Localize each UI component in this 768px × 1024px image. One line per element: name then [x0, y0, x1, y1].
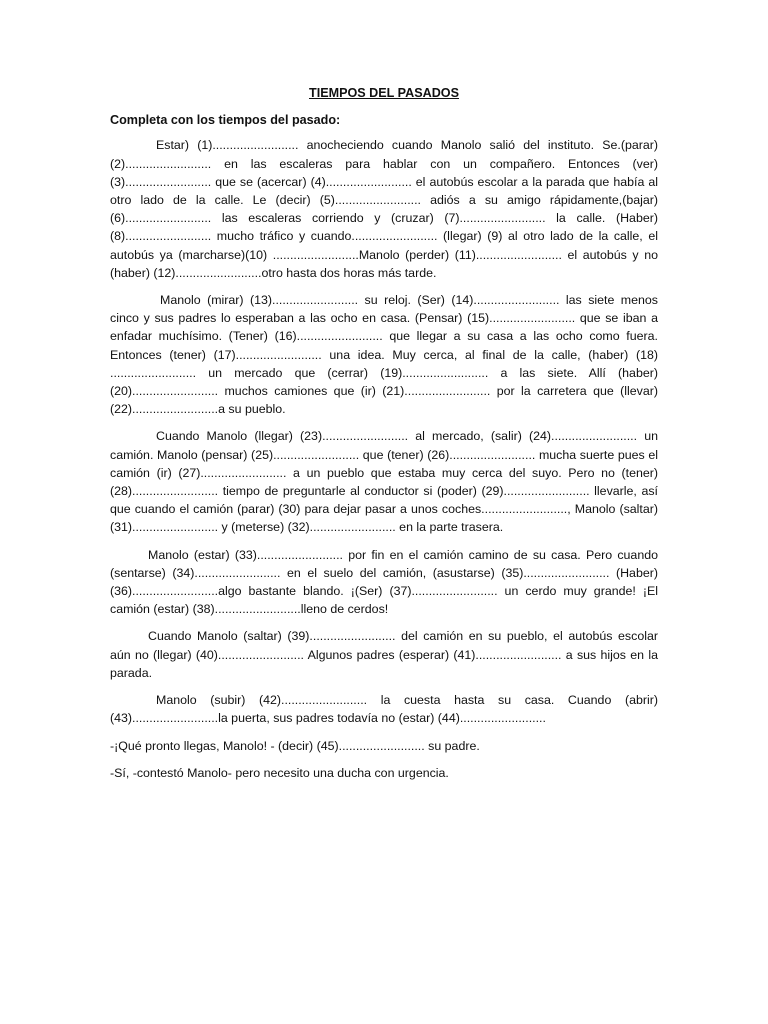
dialogue-line-1: -¡Qué pronto llegas, Manolo! - (decir) (45)......................... su padre. [110, 738, 480, 753]
exercise-paragraph-3: Cuando Manolo (llegar) (23)......................... al mercado, (salir) (24)......................... un camión. Manolo (pensar) (25)......................... que (tener) (26)......................... mucha suerte pues el camión (ir) (27)......................... a un pueblo que estaba muy cerca del suyo. Pero no (tener) (28)......................... tiempo de preguntarle al conductor si (poder) (29)......................... llevarle, así que cuando el camión (parar) (30) para dejar pasar a unos coches........................., Manolo (saltar) (31)......................... y (meterse) (32)......................... en la parte trasera. [110, 429, 658, 535]
worksheet-title: TIEMPOS DEL PASADOS [309, 86, 459, 100]
exercise-paragraph-5: Cuando Manolo (saltar) (39)......................... del camión en su pueblo, el autobús escolar aún no (llegar) (40)......................... Algunos padres (esperar) (41)......................... a sus hijos en la parada. [110, 629, 658, 680]
worksheet-instruction: Completa con los tiempos del pasado: [110, 113, 341, 128]
exercise-paragraph-4: Manolo (estar) (33)......................... por fin en el camión camino de su casa. Pero cuando (sentarse) (34)......................... en el suelo del camión, (asustarse) (35)......................... (Haber) (36).........................algo bastante blando. ¡(Ser) (37)......................... un cerdo muy grande! ¡El camión (estar) (38).........................lleno de cerdos! [110, 547, 658, 617]
dialogue-line-2: -Sí, -contestó Manolo- pero necesito una ducha con urgencia. [110, 765, 449, 780]
exercise-paragraph-6: Manolo (subir) (42)......................... la cuesta hasta su casa. Cuando (abrir) (43).........................la puerta, sus padres todavía no (estar) (44)......................... [110, 693, 658, 726]
exercise-paragraph-1: Estar) (1)......................... anocheciendo cuando Manolo salió del instituto. Se.(parar) (2)......................... en las escaleras para hablar con un compañero. Entonces (ver) (3)......................... que se (acercar) (4)......................... el autobús escolar a la parada que había al otro lado de la calle. Le (decir) (5)......................... adiós a su amigo rápidamente,(bajar) (6)......................... las escaleras corriendo y (cruzar) (7)......................... la calle. (Haber) (8)......................... mucho tráfico y cuando......................... (llegar) (9) al otro lado de la calle, el autobús ya (marcharse)(10) .........................Manolo (perder) (11)......................... el autobús y no (haber) (12).........................otro hasta dos horas más tarde. [110, 138, 658, 280]
worksheet-page [110, 84, 658, 791]
exercise-paragraph-2: Manolo (mirar) (13)......................... su reloj. (Ser) (14)......................... las siete menos cinco y sus padres lo esperaban a las ocho en casa. (Pensar) (15)......................... que se iban a enfadar muchísimo. (Tener) (16)......................... que llegar a su casa a las ocho como fuera. Entonces (tener) (17)......................... una idea. Muy cerca, al final de la calle, (haber) (18) ......................... un mercado que (cerrar) (19)......................... a las siete. Allí (haber) (20)......................... muchos camiones que (ir) (21)......................... por la carretera que (llevar) (22).........................a su pueblo. [110, 293, 658, 417]
